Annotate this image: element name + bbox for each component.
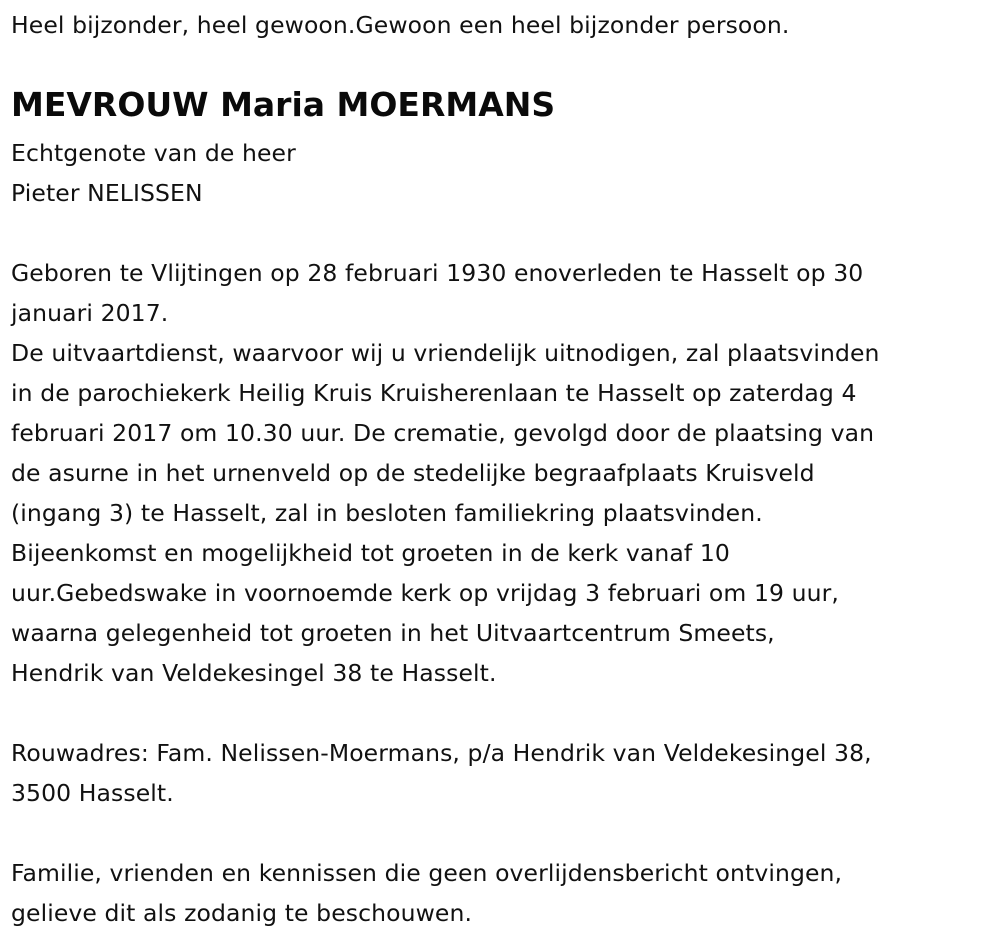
details-line: De uitvaartdienst, waarvoor wij u vriendelijk uitnodigen, zal plaatsvinden bbox=[11, 339, 880, 367]
opening-quote: Heel bijzonder, heel gewoon.Gewoon een heel bijzonder persoon. bbox=[11, 11, 790, 39]
details-line: Geboren te Vlijtingen op 28 februari 1930 enoverleden te Hasselt op 30 bbox=[11, 259, 864, 287]
details-line: februari 2017 om 10.30 uur. De crematie, gevolgd door de plaatsing van bbox=[11, 419, 875, 447]
deceased-name: MEVROUW Maria MOERMANS bbox=[11, 85, 556, 124]
details-line: Bijeenkomst en mogelijkheid tot groeten in de kerk vanaf 10 bbox=[11, 539, 730, 567]
address-line: 3500 Hasselt. bbox=[11, 779, 174, 807]
details-line: (ingang 3) te Hasselt, zal in besloten familiekring plaatsvinden. bbox=[11, 499, 763, 527]
details-line: waarna gelegenheid tot groeten in het Uitvaartcentrum Smeets, bbox=[11, 619, 775, 647]
details-line: Hendrik van Veldekesingel 38 te Hasselt. bbox=[11, 659, 497, 687]
address-line: Rouwadres: Fam. Nelissen-Moermans, p/a Hendrik van Veldekesingel 38, bbox=[11, 739, 872, 767]
details-line: in de parochiekerk Heilig Kruis Kruisherenlaan te Hasselt op zaterdag 4 bbox=[11, 379, 857, 407]
spouse-line: Echtgenote van de heer bbox=[11, 139, 296, 167]
mourning-address-block bbox=[11, 733, 872, 813]
details-line: de asurne in het urnenveld op de stedelijke begraafplaats Kruisveld bbox=[11, 459, 815, 487]
family-note-line: gelieve dit als zodanig te beschouwen. bbox=[11, 899, 473, 927]
details-line: januari 2017. bbox=[11, 299, 169, 327]
ceremony-details-block bbox=[11, 253, 880, 693]
family-note-line: Familie, vrienden en kennissen die geen overlijdensbericht ontvingen, bbox=[11, 859, 843, 887]
spouse-block bbox=[11, 133, 296, 213]
spouse-line: Pieter NELISSEN bbox=[11, 179, 203, 207]
family-note-block bbox=[11, 853, 842, 933]
details-line: uur.Gebedswake in voornoemde kerk op vrijdag 3 februari om 19 uur, bbox=[11, 579, 839, 607]
